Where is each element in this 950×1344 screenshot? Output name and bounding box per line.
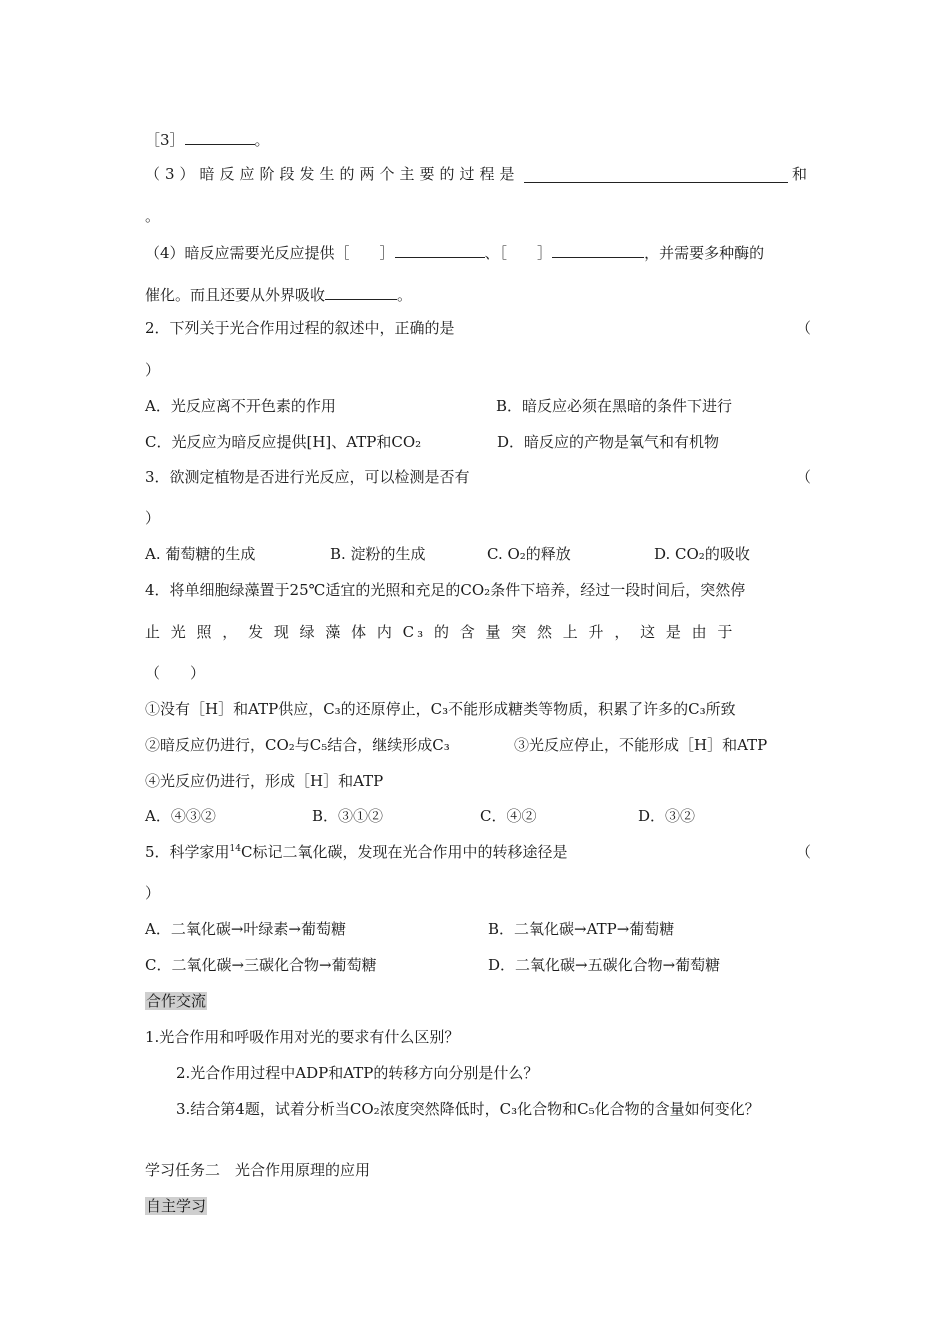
q1-sub4-line2-text: 催化。而且还要从外界吸收: [145, 286, 326, 304]
q4-line1: 4．将单细胞绿藻置于25℃适宜的光照和充足的CO₂条件下培养，经过一段时间后，突然停: [145, 581, 746, 599]
q5-stem-b: C标记二氧化碳，发现在光合作用中的转移途径是: [241, 843, 568, 861]
q1-sub4-end: 。: [397, 286, 413, 304]
q1-sub4-b: ，并需要多种酶的: [644, 244, 765, 262]
q1-sub3-text: （3）暗反应阶段发生的两个主要的过程是: [145, 165, 520, 183]
answer-blank[interactable]: [185, 128, 255, 145]
q5-paren-close: ）: [145, 884, 161, 902]
q4-statement-1: ①没有［H］和ATP供应，C₃的还原停止，C₃不能形成糖类等物质，积累了许多的C₃所致: [145, 700, 736, 718]
q5-option-c[interactable]: C．二氧化碳→三碳化合物→葡萄糖: [145, 956, 377, 974]
q4-line3: （ ）: [145, 664, 206, 682]
answer-blank[interactable]: [325, 283, 397, 300]
q5-stem: [145, 842, 567, 862]
q2-option-b[interactable]: B．暗反应必须在黑暗的条件下进行: [496, 397, 733, 415]
q2-stem: 2．下列关于光合作用过程的叙述中，正确的是: [145, 319, 455, 337]
q3-paren-open: （: [796, 468, 812, 486]
q1-sub3: [145, 164, 520, 184]
task2-title: 学习任务二 光合作用原理的应用: [145, 1161, 371, 1179]
q3-option-b[interactable]: B. 淀粉的生成: [330, 545, 426, 563]
q5-option-a[interactable]: A．二氧化碳→叶绿素→葡萄糖: [145, 920, 346, 938]
q2-option-c[interactable]: C．光反应为暗反应提供[H]、ATP和CO₂: [145, 433, 422, 451]
self-study-heading-text: 自主学习: [146, 1197, 207, 1215]
q3-stem: 3．欲测定植物是否进行光反应，可以检测是否有: [145, 468, 470, 486]
q2-option-d[interactable]: D．暗反应的产物是氧气和有机物: [497, 433, 720, 451]
q2-option-a[interactable]: A．光反应离不开色素的作用: [145, 397, 336, 415]
q2-paren-open: （: [796, 319, 812, 337]
q4-statement-2: ②暗反应仍进行，CO₂与C₅结合，继续形成C₃: [145, 736, 450, 754]
q1-sub4-a: （4）暗反应需要光反应提供［ ］: [145, 244, 395, 262]
answer-blank[interactable]: [524, 166, 788, 183]
q4-option-a[interactable]: A．④③②: [145, 807, 216, 825]
q3-option-a[interactable]: A. 葡萄糖的生成: [145, 545, 256, 563]
q1-sub4-line2: [145, 283, 412, 305]
q4-line2: 止 光 照 ， 发 现 绿 藻 体 内 C₃ 的 含 量 突 然 上 升 ， 这 是 由 于: [145, 623, 736, 641]
q5-paren-open: （: [796, 843, 812, 861]
cooperation-item-1: 1.光合作用和呼吸作用对光的要求有什么区别？: [145, 1028, 460, 1046]
q1-sub4: [145, 241, 764, 263]
q4-statement-3: ③光反应停止，不能形成［H］和ATP: [514, 736, 768, 754]
q5-stem-superscript: 14: [229, 844, 241, 854]
q1-sub4-sep: 、［ ］: [484, 244, 553, 262]
cooperation-heading: [145, 991, 207, 1011]
q4-option-b[interactable]: B．③①②: [312, 807, 384, 825]
q3-option-c[interactable]: C. O₂的释放: [487, 545, 571, 563]
q4-statement-4: ④光反应仍进行，形成［H］和ATP: [145, 772, 384, 790]
q1-item3-suffix: 。: [254, 131, 270, 149]
q4-option-c[interactable]: C．④②: [480, 807, 537, 825]
answer-blank[interactable]: [552, 241, 644, 258]
q1-sub3-end: 。: [145, 207, 161, 225]
q1-item3-prefix: ［3］: [145, 131, 185, 149]
q5-stem-a: 5．科学家用: [145, 843, 230, 861]
q4-option-d[interactable]: D．③②: [638, 807, 696, 825]
q1-sub3-and: 和: [792, 165, 808, 183]
cooperation-item-3: 3.结合第4题，试着分析当CO₂浓度突然降低时，C₃化合物和C₅化合物的含量如何变化？: [176, 1100, 760, 1118]
q5-option-d[interactable]: D．二氧化碳→五碳化合物→葡萄糖: [488, 956, 721, 974]
answer-blank[interactable]: [395, 241, 485, 258]
cooperation-heading-text: 合作交流: [146, 992, 207, 1010]
cooperation-item-2: 2.光合作用过程中ADP和ATP的转移方向分别是什么？: [176, 1064, 539, 1082]
q1-item3: [145, 128, 270, 150]
q5-option-b[interactable]: B．二氧化碳→ATP→葡萄糖: [488, 920, 675, 938]
q2-paren-close: ）: [145, 361, 161, 379]
q3-paren-close: ）: [145, 509, 161, 527]
q3-option-d[interactable]: D. CO₂的吸收: [654, 545, 750, 563]
self-study-heading: [145, 1196, 207, 1216]
